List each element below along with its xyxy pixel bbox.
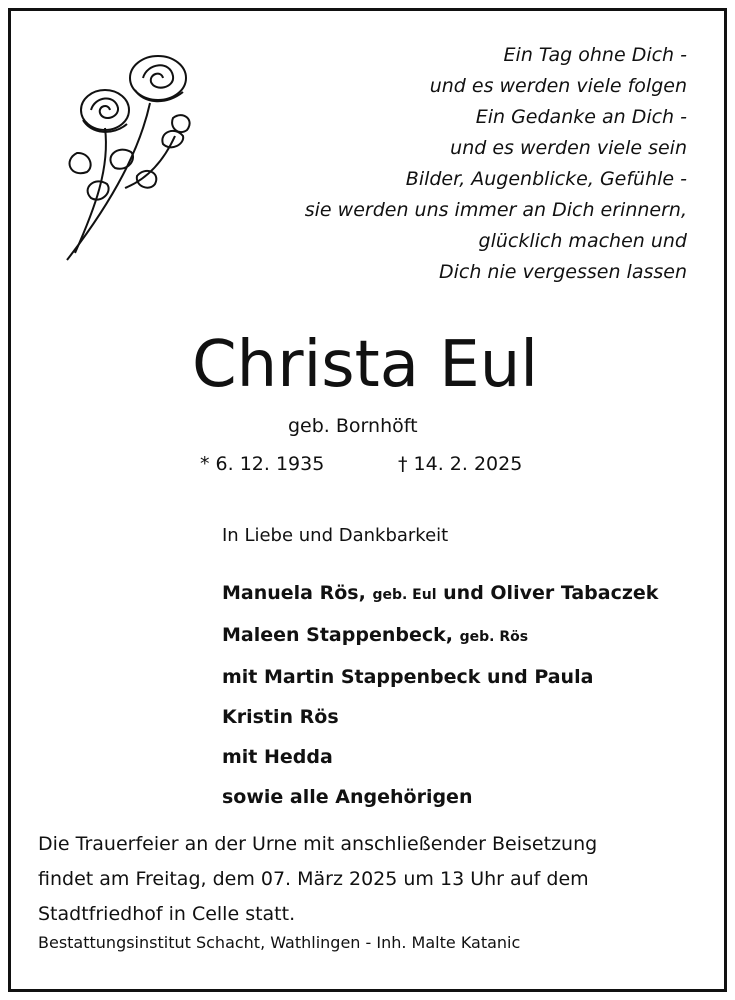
- service-line: findet am Freitag, dem 07. März 2025 um 13 Uhr auf dem: [38, 868, 589, 890]
- mourner-line: [222, 573, 658, 615]
- mourner-line: sowie alle Angehörigen: [222, 786, 473, 808]
- mourner-line: [222, 615, 658, 657]
- mourner-partner: und Oliver Tabaczek: [443, 582, 659, 604]
- mourner-line: Kristin Rös: [222, 706, 339, 728]
- poem-line: und es werden viele sein: [450, 137, 687, 159]
- mourners-intro: In Liebe und Dankbarkeit: [222, 525, 449, 546]
- death-date: † 14. 2. 2025: [398, 453, 523, 475]
- poem-line: glücklich machen und: [478, 230, 687, 252]
- poem-line: und es werden viele folgen: [429, 75, 687, 97]
- mourner-name: Maleen Stappenbeck,: [222, 624, 453, 646]
- poem-line: sie werden uns immer an Dich erinnern,: [304, 199, 687, 221]
- service-notice: [38, 827, 597, 932]
- poem-line: Dich nie vergessen lassen: [438, 261, 687, 283]
- memorial-poem: [305, 40, 687, 288]
- poem-line: Ein Tag ohne Dich -: [503, 44, 687, 66]
- mourner-birth-name: geb. Eul: [372, 587, 437, 603]
- poem-line: Ein Gedanke an Dich -: [475, 106, 687, 128]
- birth-date: * 6. 12. 1935: [200, 453, 325, 475]
- poem-line: Bilder, Augenblicke, Gefühle -: [405, 168, 687, 190]
- mourner-line: mit Hedda: [222, 746, 333, 768]
- mourner-line: mit Martin Stappenbeck und Paula: [222, 666, 594, 688]
- rose-icon: [55, 48, 205, 268]
- service-line: Stadtfriedhof in Celle statt.: [38, 903, 296, 925]
- undertaker-credit: Bestattungsinstitut Schacht, Wathlingen - Inh. Malte Katanic: [38, 933, 521, 952]
- birth-name: geb. Bornhöft: [288, 415, 418, 437]
- mourner-birth-name: geb. Rös: [459, 629, 529, 645]
- mourner-name: Manuela Rös,: [222, 582, 366, 604]
- mourners-list: [222, 573, 658, 817]
- deceased-name: Christa Eul: [191, 328, 539, 402]
- service-line: Die Trauerfeier an der Urne mit anschließender Beisetzung: [38, 833, 598, 855]
